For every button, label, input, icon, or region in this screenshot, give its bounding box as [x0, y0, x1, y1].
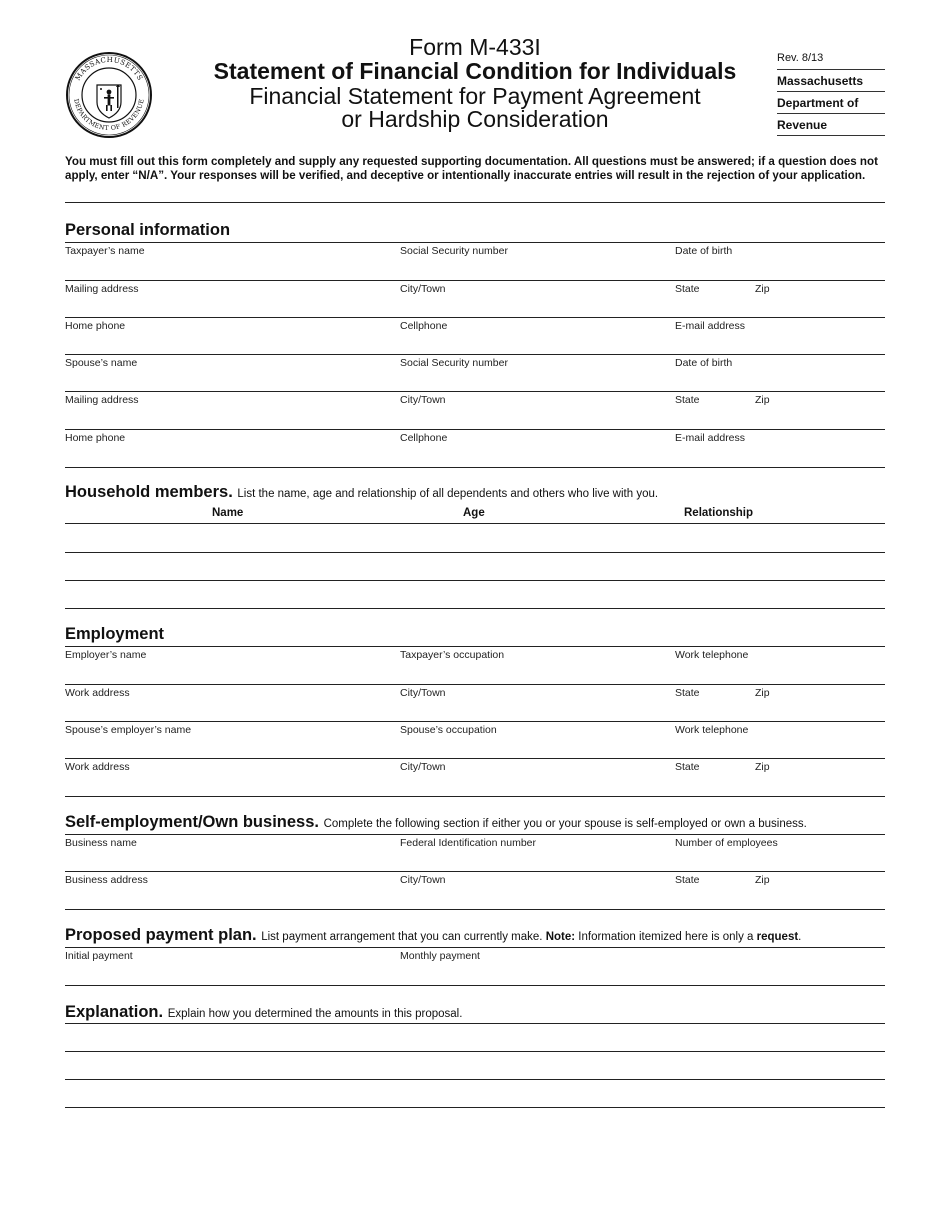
spouse-work-state-field[interactable]: State: [675, 761, 700, 773]
spouse-work-telephone-field[interactable]: Work telephone: [675, 724, 749, 736]
divider: [65, 646, 885, 647]
number-of-employees-field[interactable]: Number of employees: [675, 837, 778, 849]
federal-id-field[interactable]: Federal Identification number: [400, 837, 536, 849]
section-self-employment-title: [65, 813, 807, 832]
taxpayer-occupation-field[interactable]: Taxpayer’s occupation: [400, 649, 505, 661]
payment-plan-description: List payment arrangement that you can currently make. Note: Information itemized here is only a request.: [261, 931, 802, 943]
form-instructions: You must fill out this form completely and supply any requested supporting documentation. All questions must be answered; if a question does not apply, enter “N/A”. Your responses will be verified, and deceptive or intentionally inaccurate entries will result in the rejection of your application.: [65, 155, 878, 183]
divider: [65, 985, 885, 986]
taxpayer-work-address-field[interactable]: Work address: [65, 687, 130, 699]
section-household-title: [65, 483, 658, 502]
agency-block: [777, 52, 885, 136]
payment-plan-title: Proposed payment plan.: [65, 926, 257, 944]
agency-line-1: Massachusetts: [777, 70, 885, 92]
section-employment-title: Employment: [65, 625, 165, 643]
divider: [65, 947, 885, 948]
household-col-relationship: Relationship: [684, 507, 754, 519]
spouse-email-field[interactable]: E-mail address: [675, 432, 746, 444]
agency-line-3: Revenue: [777, 114, 885, 136]
self-employment-description: Complete the following section if either you or your spouse is self-employed or own a business.: [323, 818, 807, 830]
spouse-zip-field[interactable]: Zip: [755, 394, 770, 406]
divider: [65, 871, 885, 872]
spouse-work-city-field[interactable]: City/Town: [400, 761, 446, 773]
taxpayer-work-telephone-field[interactable]: Work telephone: [675, 649, 749, 661]
divider: [65, 391, 885, 392]
form-subtitle-line1: Financial Statement for Payment Agreement: [249, 83, 701, 109]
taxpayer-work-state-field[interactable]: State: [675, 687, 700, 699]
svg-text:MASSACHUSETTS: MASSACHUSETTS: [73, 55, 145, 83]
spouse-cellphone-field[interactable]: Cellphone: [400, 432, 448, 444]
spouse-dob-field[interactable]: Date of birth: [675, 357, 733, 369]
section-explanation-title: [65, 1003, 462, 1022]
taxpayer-home-phone-field[interactable]: Home phone: [65, 320, 126, 332]
taxpayer-cellphone-field[interactable]: Cellphone: [400, 320, 448, 332]
massachusetts-seal: [66, 52, 152, 138]
explanation-line[interactable]: [65, 1023, 885, 1024]
business-zip-field[interactable]: Zip: [755, 874, 770, 886]
form-subtitle-line2: or Hardship Consideration: [341, 106, 609, 132]
spouse-home-phone-field[interactable]: Home phone: [65, 432, 126, 444]
business-address-field[interactable]: Business address: [65, 874, 148, 886]
divider: [65, 317, 885, 318]
taxpayer-name-field[interactable]: Taxpayer’s name: [65, 245, 145, 257]
spouse-occupation-field[interactable]: Spouse’s occupation: [400, 724, 497, 736]
explanation-description: Explain how you determined the amounts in this proposal.: [167, 1008, 463, 1020]
business-city-field[interactable]: City/Town: [400, 874, 446, 886]
explanation-line[interactable]: [65, 1079, 885, 1080]
spouse-employer-name-field[interactable]: Spouse’s employer’s name: [65, 724, 192, 736]
divider: [65, 242, 885, 243]
household-col-name: Name: [212, 507, 244, 519]
spouse-ssn-field[interactable]: Social Security number: [400, 357, 508, 369]
taxpayer-work-zip-field[interactable]: Zip: [755, 687, 770, 699]
taxpayer-work-city-field[interactable]: City/Town: [400, 687, 446, 699]
monthly-payment-field[interactable]: Monthly payment: [400, 950, 480, 962]
spouse-state-field[interactable]: State: [675, 394, 700, 406]
divider: [65, 834, 885, 835]
household-row-line[interactable]: [65, 608, 885, 609]
self-employment-title: Self-employment/Own business.: [65, 813, 319, 831]
divider: [65, 354, 885, 355]
divider: [65, 429, 885, 430]
divider: [65, 280, 885, 281]
household-row-line[interactable]: [65, 580, 885, 581]
household-row-line[interactable]: [65, 523, 885, 524]
taxpayer-ssn-field[interactable]: Social Security number: [400, 245, 508, 257]
spouse-mailing-address-field[interactable]: Mailing address: [65, 394, 139, 406]
taxpayer-zip-field[interactable]: Zip: [755, 283, 770, 295]
section-personal-title: Personal information: [65, 221, 231, 239]
employer-name-field[interactable]: Employer’s name: [65, 649, 147, 661]
business-state-field[interactable]: State: [675, 874, 700, 886]
business-name-field[interactable]: Business name: [65, 837, 137, 849]
household-title: Household members.: [65, 483, 233, 501]
taxpayer-dob-field[interactable]: Date of birth: [675, 245, 733, 257]
taxpayer-email-field[interactable]: E-mail address: [675, 320, 746, 332]
divider: [65, 467, 885, 468]
explanation-line[interactable]: [65, 1051, 885, 1052]
explanation-line[interactable]: [65, 1107, 885, 1108]
taxpayer-city-field[interactable]: City/Town: [400, 283, 446, 295]
form-number: Form M-433I: [409, 34, 541, 60]
form-title-block: [190, 36, 760, 131]
divider: [65, 758, 885, 759]
taxpayer-mailing-address-field[interactable]: Mailing address: [65, 283, 139, 295]
agency-line-2: Department of: [777, 92, 885, 114]
divider: [65, 909, 885, 910]
household-row-line[interactable]: [65, 552, 885, 553]
explanation-title: Explanation.: [65, 1003, 164, 1021]
section-payment-plan-title: [65, 926, 801, 945]
divider: [65, 721, 885, 722]
divider: [65, 684, 885, 685]
spouse-work-zip-field[interactable]: Zip: [755, 761, 770, 773]
spouse-city-field[interactable]: City/Town: [400, 394, 446, 406]
spouse-work-address-field[interactable]: Work address: [65, 761, 130, 773]
revision-date: Rev. 8/13: [777, 52, 885, 70]
divider: [65, 202, 885, 203]
svg-text:DEPARTMENT OF REVENUE: DEPARTMENT OF REVENUE: [72, 98, 146, 133]
taxpayer-state-field[interactable]: State: [675, 283, 700, 295]
form-title: Statement of Financial Condition for Individuals: [213, 58, 737, 84]
initial-payment-field[interactable]: Initial payment: [65, 950, 133, 962]
household-col-age: Age: [463, 507, 485, 519]
spouse-name-field[interactable]: Spouse’s name: [65, 357, 138, 369]
divider: [65, 796, 885, 797]
household-description: List the name, age and relationship of all dependents and others who live with you.: [237, 488, 659, 500]
